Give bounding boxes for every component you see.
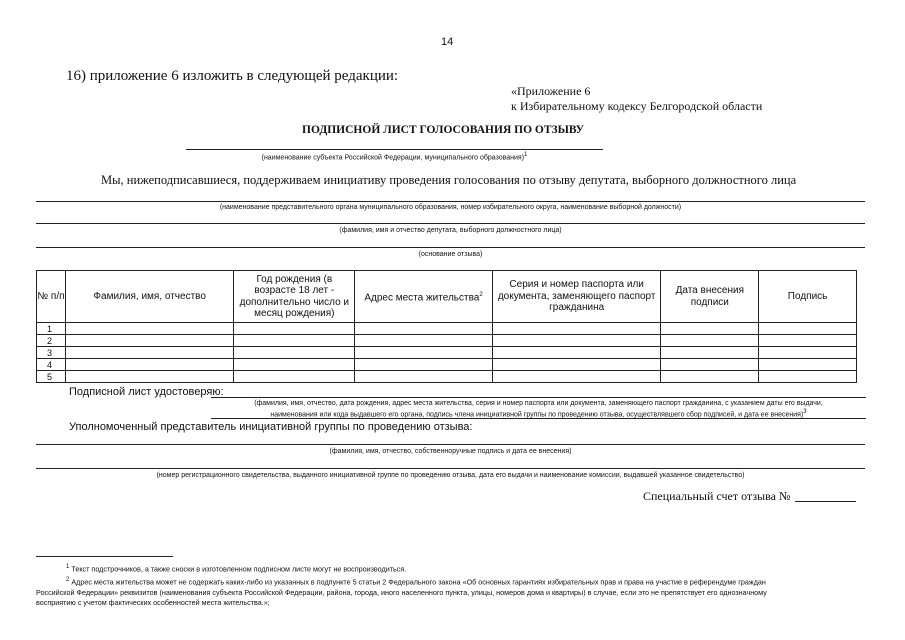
cell-signature[interactable] (759, 323, 857, 335)
subject-line (186, 149, 603, 150)
certifier-line-2 (211, 418, 866, 419)
cell-signature[interactable] (759, 335, 857, 347)
footnote-2-line-1: Адрес места жительства может не содержать каких-либо из указанных в подпункте 5 статьи 2 Федерального закона «Об основных гарантиях избирательных прав и права на участие в референдуме граждан (71, 577, 766, 587)
footnote-mark-2: 2 (479, 291, 483, 298)
cell-sign-date[interactable] (661, 371, 759, 383)
cell-address[interactable] (355, 371, 493, 383)
caption-subject-text: (наименование субъекта Российской Федерации, муниципального образования) (261, 154, 525, 162)
fio-line (36, 223, 865, 224)
certificate-line (36, 468, 865, 469)
appendix-line-2: к Избирательному кодексу Белгородской области (511, 99, 763, 113)
appendix-line-1: «Приложение 6 (511, 84, 591, 98)
account-label: Специальный счет отзыва № (643, 489, 791, 503)
header-address (355, 271, 493, 323)
caption-certifier-1: (фамилия, имя, отчество, дата рождения, адрес места жительства, серия и номер паспорта или документа, заменяющего паспорт гражданина, с указанием даты его выдачи, (254, 400, 823, 407)
footnote-2-mark: 2 (66, 577, 70, 583)
row-number: 5 (37, 371, 66, 383)
caption-fio: (фамилия, имя и отчество депутата, выборного должностного лица) (339, 227, 562, 234)
row-number: 3 (37, 347, 66, 359)
cell-fio[interactable] (65, 359, 233, 371)
cell-fio[interactable] (65, 371, 233, 383)
footnote-2 (36, 575, 868, 609)
caption-basis: (основание отзыва) (418, 251, 483, 258)
page-number: 14 (441, 36, 454, 48)
footnote-1-text: Текст подстрочников, а также сноски в изготовленном подписном листе могут не воспроизводиться. (71, 564, 407, 574)
caption-certificate: (номер регистрационного свидетельства, выданного инициативной группе по проведению отзыва, дата его выдачи и наименование комиссии, выдавшей указанное свидетельство) (156, 472, 745, 479)
row-number: 4 (37, 359, 66, 371)
header-passport: Серия и номер паспорта или документа, заменяющего паспорт гражданина (492, 271, 661, 323)
basis-line (36, 247, 865, 248)
cell-sign-date[interactable] (661, 323, 759, 335)
table-row (37, 347, 857, 359)
cell-signature[interactable] (759, 347, 857, 359)
signature-table (36, 270, 857, 383)
caption-body: (наименование представительного органа муниципального образования, номер избирательного округа, наименование выборной должности) (219, 204, 682, 211)
footnote-mark-3: 3 (803, 409, 807, 415)
representative-label: Уполномоченный представитель инициативной группы по проведению отзыва: (69, 421, 473, 433)
cell-sign-date[interactable] (661, 335, 759, 347)
header-fio: Фамилия, имя, отчество (65, 271, 233, 323)
account-number-line (795, 501, 856, 502)
cell-birth-year[interactable] (234, 323, 355, 335)
cell-birth-year[interactable] (234, 347, 355, 359)
footnote-mark-1: 1 (524, 152, 528, 158)
table-header-row (37, 271, 857, 323)
footnote-separator (36, 556, 173, 557)
cell-address[interactable] (355, 359, 493, 371)
row-number: 2 (37, 335, 66, 347)
cell-signature[interactable] (759, 371, 857, 383)
intro-text: Мы, нижеподписавшиеся, поддерживаем инициативу проведения голосования по отзыву депутата, выборного должностного лица (101, 173, 797, 187)
header-number: № п/п (37, 271, 66, 323)
header-address-text: Адрес места жительства (364, 291, 480, 303)
header-sign-date: Дата внесения подписи (661, 271, 759, 323)
cell-address[interactable] (355, 335, 493, 347)
header-signature: Подпись (759, 271, 857, 323)
row-number: 1 (37, 323, 66, 335)
form-title: ПОДПИСНОЙ ЛИСТ ГОЛОСОВАНИЯ ПО ОТЗЫВУ (302, 124, 585, 136)
caption-certifier-2-text: наименования или кода выдавшего его органа, подпись члена инициативной группы по проведению отзыва, осуществлявшего сбор подписей, и дата ее внесения) (270, 411, 804, 419)
representative-line (36, 444, 865, 445)
footnote-2-line-3: восприятию с учетом фактических особенностей места жительства.»; (36, 598, 270, 608)
table-row (37, 359, 857, 371)
cell-fio[interactable] (65, 347, 233, 359)
body-line (36, 201, 865, 202)
cell-fio[interactable] (65, 335, 233, 347)
footnote-1 (66, 562, 406, 575)
cell-birth-year[interactable] (234, 371, 355, 383)
header-birth-year: Год рождения (в возрасте 18 лет - дополнительно число и месяц рождения) (234, 271, 355, 323)
cell-passport[interactable] (492, 359, 661, 371)
cell-birth-year[interactable] (234, 359, 355, 371)
cell-passport[interactable] (492, 347, 661, 359)
cell-address[interactable] (355, 347, 493, 359)
certifier-line (211, 397, 866, 398)
amendment-text: 16) приложение 6 изложить в следующей редакции: (66, 68, 399, 84)
cell-signature[interactable] (759, 359, 857, 371)
caption-subject (186, 152, 603, 161)
table-row (37, 335, 857, 347)
cell-sign-date[interactable] (661, 347, 759, 359)
cell-passport[interactable] (492, 371, 661, 383)
cell-birth-year[interactable] (234, 335, 355, 347)
cell-passport[interactable] (492, 335, 661, 347)
cell-passport[interactable] (492, 323, 661, 335)
table-row (37, 371, 857, 383)
certified-label: Подписной лист удостоверяю: (69, 386, 224, 398)
cell-fio[interactable] (65, 323, 233, 335)
cell-address[interactable] (355, 323, 493, 335)
cell-sign-date[interactable] (661, 359, 759, 371)
caption-representative: (фамилия, имя, отчество, собственноручные подпись и дата ее внесения) (329, 448, 572, 455)
table-row (37, 323, 857, 335)
footnote-2-line-2: Российской Федерации» реквизитов (наименования субъекта Российской Федерации, района, города, иного населенного пункта, улицы, номеров дома и квартиры) в случае, если это не препятствует его однозначному (36, 587, 767, 597)
footnote-1-mark: 1 (66, 564, 70, 570)
